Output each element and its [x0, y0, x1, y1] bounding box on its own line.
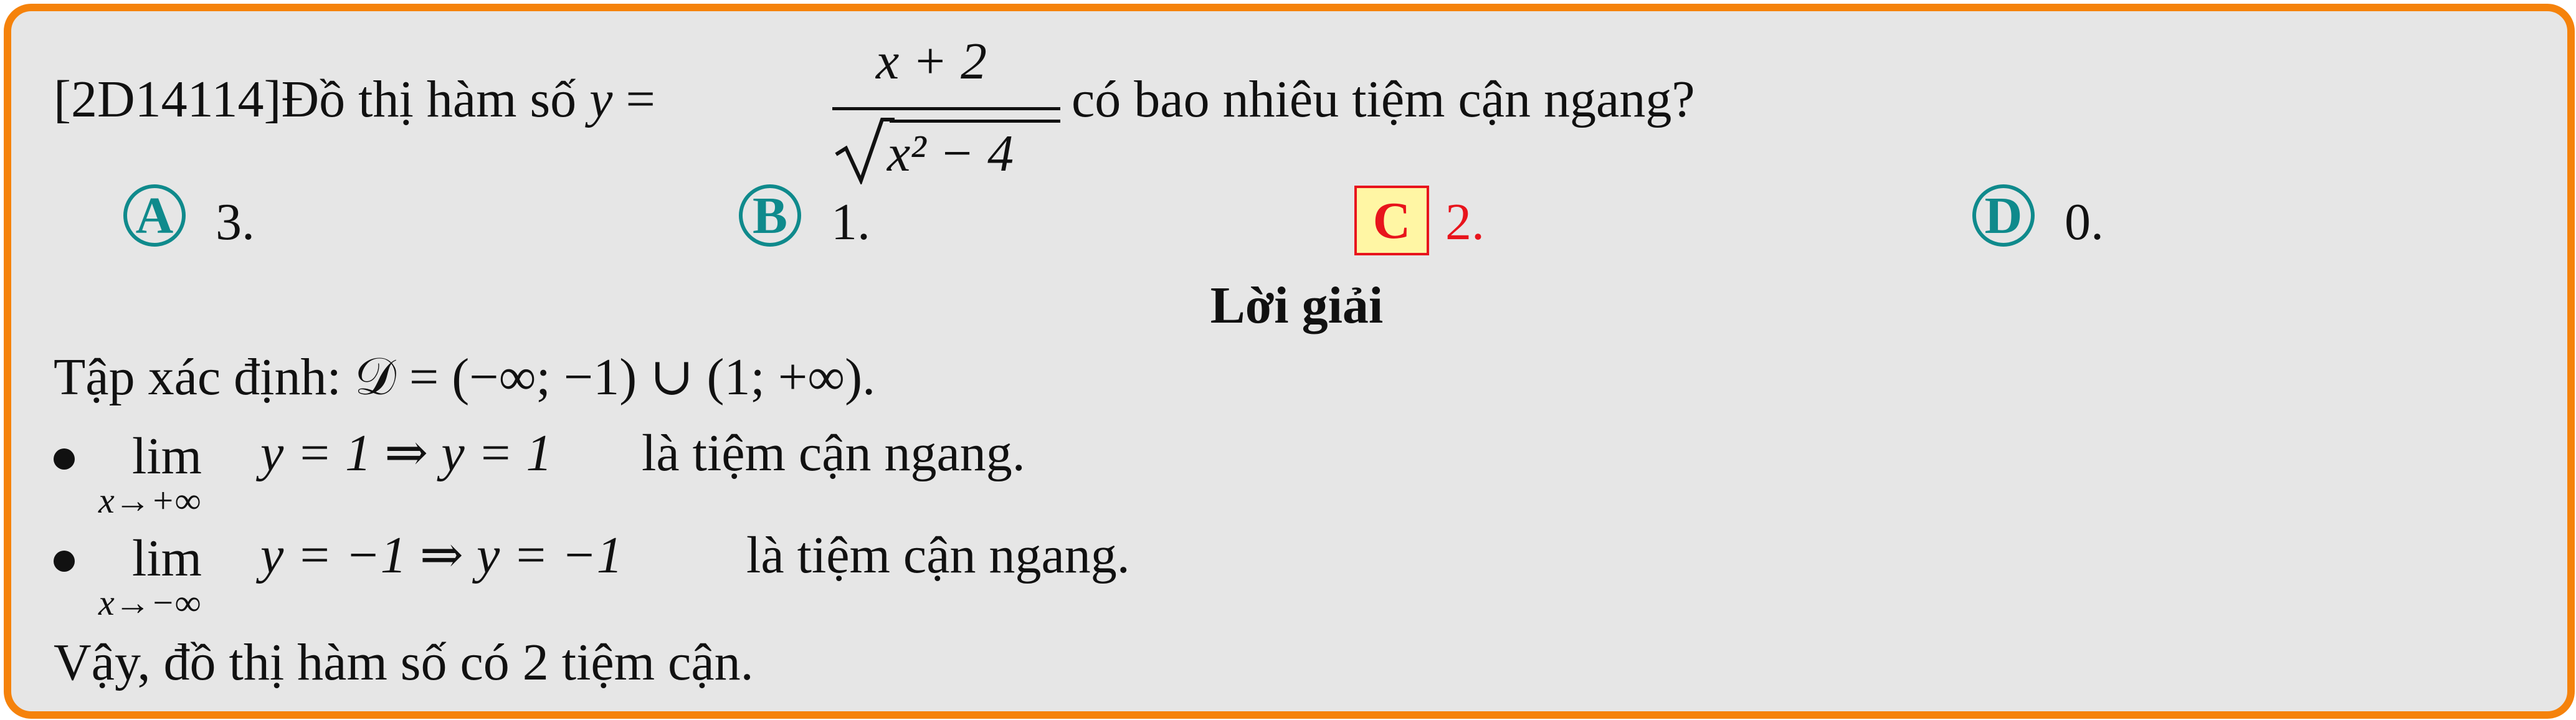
question-line — [54, 70, 655, 128]
question-text: Đồ thị hàm số — [281, 70, 577, 128]
domain-expr: 𝒟 = (−∞; −1) ∪ (1; +∞). — [354, 348, 876, 406]
option-d-badge: D — [1972, 184, 2035, 247]
question-func-var: y — [589, 70, 613, 128]
bullet-2-expr: y = −1 ⇒ y = −1 — [260, 526, 623, 584]
limit-1: lim — [132, 427, 202, 485]
domain-line — [54, 348, 876, 406]
limit-1-sub: x→+∞ — [98, 480, 201, 521]
question-eq: = — [625, 70, 655, 128]
option-d-value: 0. — [2065, 193, 2104, 251]
sqrt-overline — [890, 120, 1060, 123]
question-code: [2D14114] — [54, 70, 282, 128]
option-c-value: 2. — [1445, 193, 1485, 251]
fraction-numerator: x + 2 — [876, 32, 987, 90]
bullet-dot-2 — [54, 551, 75, 572]
domain-label: Tập xác định: — [54, 348, 341, 406]
limit-2-sub: x→−∞ — [98, 582, 201, 623]
option-b-value: 1. — [831, 193, 870, 251]
option-a-badge: A — [123, 184, 186, 247]
question-card — [4, 4, 2575, 719]
option-c-badge: C — [1354, 186, 1429, 255]
bullet-1-text: là tiệm cận ngang. — [642, 424, 1025, 482]
fraction-bar — [832, 107, 1060, 110]
bullet-dot-1 — [54, 448, 75, 470]
question-fraction — [832, 31, 1060, 187]
sqrt-icon — [832, 116, 895, 184]
bullet-2-text: là tiệm cận ngang. — [746, 526, 1130, 584]
solution-heading: Lời giải — [1210, 277, 1384, 334]
limit-2: lim — [132, 529, 202, 587]
bullet-1-expr: y = 1 ⇒ y = 1 — [260, 424, 553, 482]
fraction-denominator: x² − 4 — [887, 125, 1014, 182]
option-a-value: 3. — [216, 193, 255, 251]
option-b-badge: B — [739, 184, 801, 247]
question-tail: có bao nhiêu tiệm cận ngang? — [1072, 70, 1695, 128]
conclusion: Vậy, đồ thị hàm số có 2 tiệm cận. — [54, 633, 754, 691]
